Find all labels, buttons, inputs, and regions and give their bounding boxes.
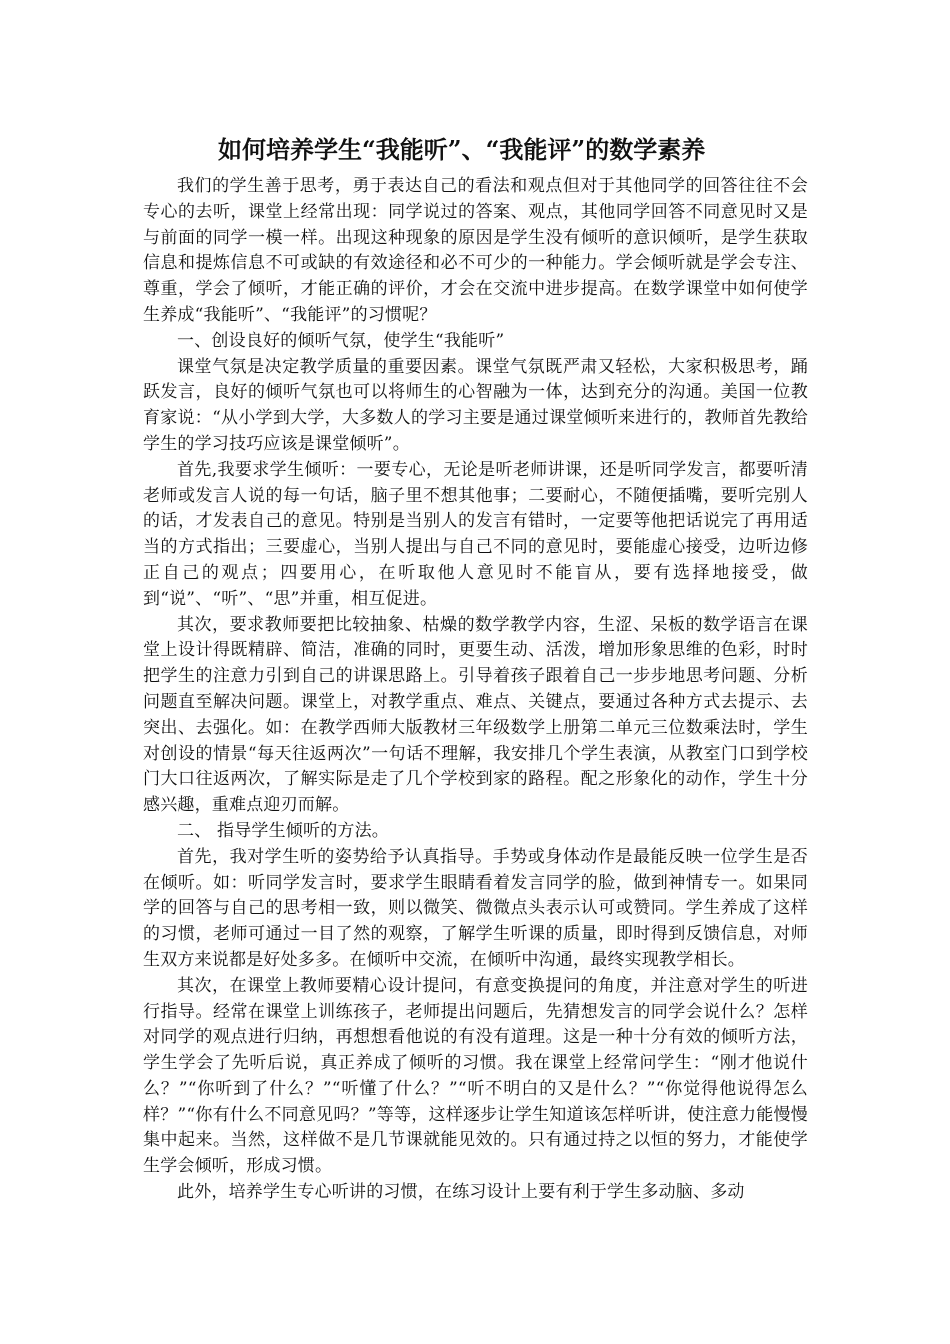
paragraph-questioning: 其次，在课堂上教师要精心设计提问，有意变换提问的角度，并注意对学生的听进行指导。经常在课堂上训练孩子，老师提出问题后，先猜想发言的同学会说什么？怎样对同学的观点进行归纳，再想想看他说的有没有道理。这是一种十分有效的倾听方法，学生学会了先听后说，真正养成了倾听的习惯。我在课堂上经常问学生：“刚才他说什么？”“你听到了什么？”“听懂了什么？”“听不明白的又是什么？”“你觉得他说得怎么样？”“你有什么不同意见吗？”等等，这样逐步让学生知道该怎样听讲，使注意力能慢慢集中起来。当然，这样做不是几节课就能见效的。只有通过持之以恒的努力，才能使学生学会倾听，形成习惯。 <box>143 975 808 1177</box>
document-title: 如何培养学生“我能听”、“我能评”的数学素养 <box>218 135 706 164</box>
paragraph-atmosphere: 课堂气氛是决定教学质量的重要因素。课堂气氛既严肃又轻松，大家积极思考，踊跃发言，良好的倾听气氛也可以将师生的心智融为一体，达到充分的沟通。美国一位教育家说：“从小学到大学，大多数人的学习主要是通过课堂倾听来进行的，教师首先教给学生的学习技巧应该是课堂倾听”。 <box>143 356 808 454</box>
paragraph-requirements: 首先,我要求学生倾听：一要专心，无论是听老师讲课，还是听同学发言，都要听清老师或发言人说的每一句话，脑子里不想其他事；二要耐心，不随便插嘴，要听完别人的话，才发表自己的意见。特别是当别人的发言有错时，一定要等他把话说完了再用适当的方式指出；三要虚心，当别人提出与自己不同的意见时，要能虚心接受，边听边修正自己的观点；四要用心，在听取他人意见时不能盲从，要有选择地接受，做到“说”、“听”、“思”并重，相互促进。 <box>143 459 808 609</box>
document-body <box>143 174 808 1206</box>
paragraph-teacher-design: 其次，要求教师要把比较抽象、枯燥的数学教学内容，生涩、呆板的数学语言在课堂上设计得既精辟、简洁，准确的同时，更要生动、活泼，增加形象思维的色彩，时时把学生的注意力引到自己的讲课思路上。引导着孩子跟着自己一步步地思考问题、分析问题直至解决问题。课堂上，对教学重点、难点、关键点，要通过各种方式去提示、去突出、去强化。如：在教学西师大版教材三年级数学上册第二单元三位数乘法时，学生对创设的情景“每天往返两次”一句话不理解，我安排几个学生表演，从教室门口到学校门大口往返两次，了解实际是走了几个学校到家的路程。配之形象化的动作，学生十分感兴趣，重难点迎刃而解。 <box>143 614 808 816</box>
paragraph-exercises: 此外，培养学生专心听讲的习惯，在练习设计上要有利于学生多动脑、多动 <box>177 1182 745 1203</box>
paragraph-intro: 我们的学生善于思考，勇于表达自己的看法和观点但对于其他同学的回答往往不会专心的去听，课堂上经常出现：同学说过的答案、观点，其他同学回答不同意见时又是与前面的同学一模一样。出现这种现象的原因是学生没有倾听的意识倾听，是学生获取信息和提炼信息不可或缺的有效途径和必不可少的一种能力。学会倾听就是学会专注、尊重，学会了倾听，才能正确的评价，才会在交流中进步提高。在数学课堂中如何使学生养成“我能听”、“我能评”的习惯呢？ <box>143 176 808 325</box>
section-heading-1: 一、创设良好的倾听气氛，使学生“我能听” <box>177 330 505 351</box>
section-heading-2: 二、 指导学生倾听的方法。 <box>177 820 390 841</box>
paragraph-posture: 首先，我对学生听的姿势给予认真指导。手势或身体动作是最能反映一位学生是否在倾听。如：听同学发言时，要求学生眼睛看着发言同学的脸，做到神情专一。如果同学的回答与自己的思考相一致，则以微笑、微微点头表示认可或赞同。学生养成了这样的习惯，老师可通过一目了然的观察，了解学生听课的质量，即时得到反馈信息，对师生双方来说都是好处多多。在倾听中交流，在倾听中沟通，最终实现教学相长。 <box>143 846 808 970</box>
